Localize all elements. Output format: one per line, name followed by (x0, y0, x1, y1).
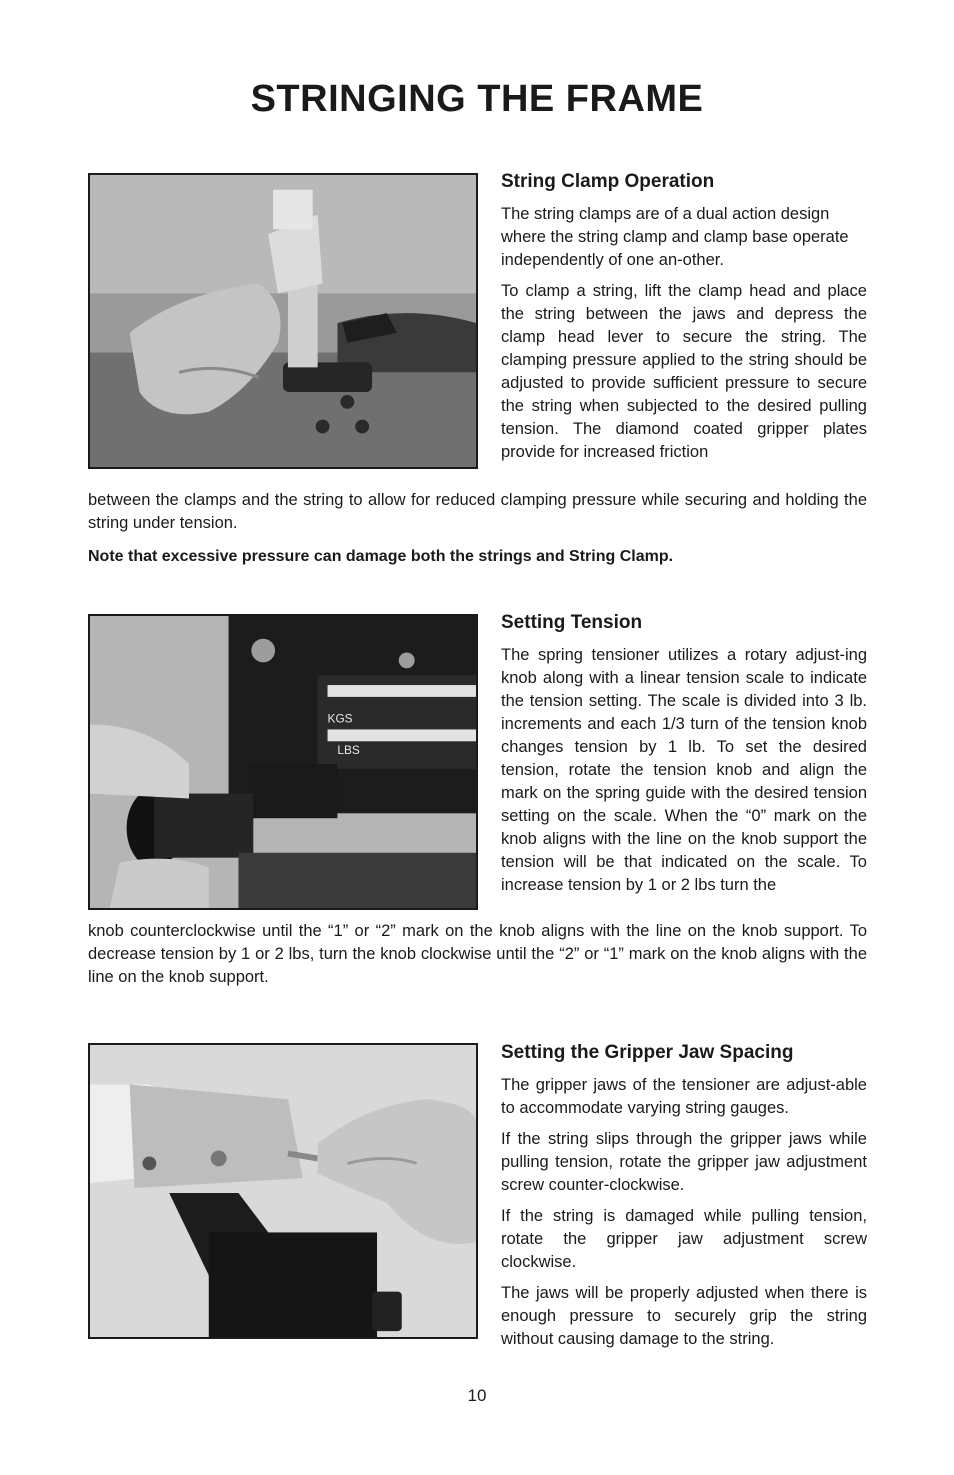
setting-tension-text (501, 612, 867, 905)
string-clamp-photo (88, 173, 478, 469)
tension-knob-photo (88, 614, 478, 910)
paragraph: The string clamps are of a dual action design where the string clamp and clamp base operate independently of one an-other. (501, 205, 849, 269)
section-heading: String Clamp Operation (501, 171, 715, 192)
page-number: 10 (467, 1386, 487, 1405)
paragraph: If the string is damaged while pulling tension, rotate the gripper jaw adjustment screw clockwise. (501, 1207, 867, 1271)
paragraph: The gripper jaws of the tensioner are adjust-able to accommodate varying string gauges. (501, 1076, 867, 1117)
paragraph: The jaws will be properly adjusted when there is enough pressure to securely grip the string without causing damage to the string. (501, 1284, 867, 1348)
warning-note: Note that excessive pressure can damage both the strings and String Clamp. (88, 548, 674, 565)
page-title: STRINGING THE FRAME (250, 78, 704, 120)
gripper-jaw-text (501, 1042, 867, 1359)
paragraph-continued: knob counterclockwise until the “1” or “2” mark on the knob aligns with the line on the knob support. To decrease tension by 1 or 2 lbs, turn the knob clockwise until the “2” or “1” mark on the knob aligns with the line on the knob support. (88, 922, 867, 986)
gripper-jaw-photo (88, 1043, 478, 1339)
kgs-label: KGS (327, 711, 353, 726)
paragraph-continued: between the clamps and the string to allow for reduced clamping pressure while securing and holding the string under tension. (88, 491, 867, 532)
section-heading: Setting Tension (501, 612, 643, 633)
section-heading: Setting the Gripper Jaw Spacing (501, 1042, 794, 1063)
lbs-label: LBS (337, 743, 360, 758)
paragraph: The spring tensioner utilizes a rotary adjust-ing knob along with a linear tension scale to indicate the tension setting. The scale is divided into 3 lb. increments and each 1/3 turn of the tension knob changes tension by 1 lb. To set the desired tension, rotate the tension knob and align the mark on the spring guide with the desired tension setting on the scale. When the “0” mark on the knob aligns with the line on the knob support the tension will be that indicated on the scale. To increase tension by 1 or 2 lbs turn the (501, 646, 867, 894)
paragraph: If the string slips through the gripper jaws while pulling tension, rotate the gripper jaw adjustment screw counter-clockwise. (501, 1130, 867, 1194)
string-clamp-text (501, 171, 867, 472)
paragraph: To clamp a string, lift the clamp head and place the string between the jaws and depress the clamp head lever to secure the string. The clamping pressure applied to the string should be adjusted to provide sufficient pressure to secure the string when subjected to the desired pulling tension. The diamond coated gripper plates provide for increased friction (501, 282, 867, 461)
